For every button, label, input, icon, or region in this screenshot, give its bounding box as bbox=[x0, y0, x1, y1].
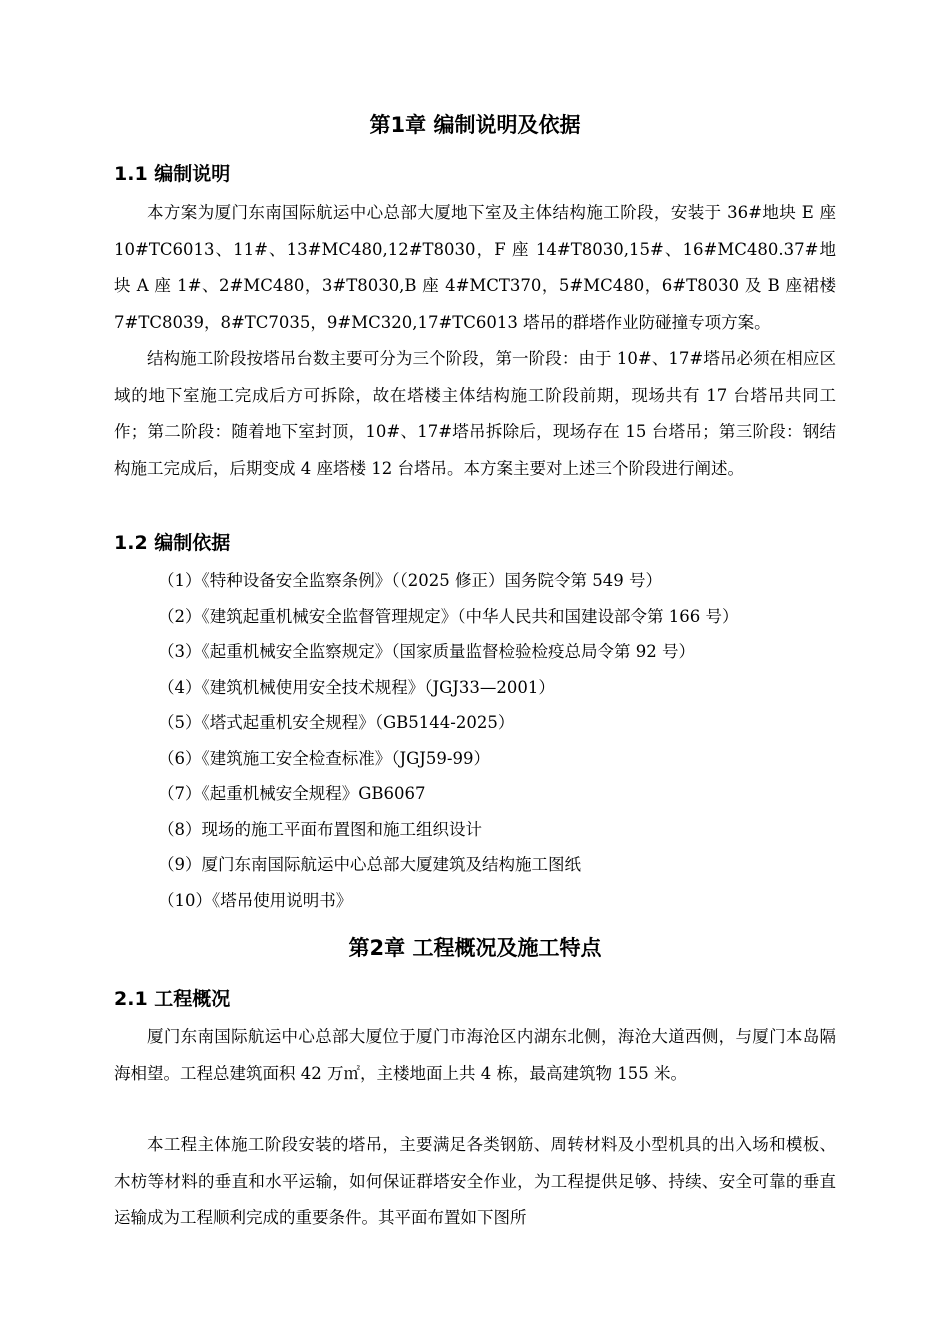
reference-item: （7）《起重机械安全规程》GB6067 bbox=[158, 784, 426, 803]
reference-item: （8）现场的施工平面布置图和施工组织设计 bbox=[158, 819, 482, 839]
reference-item: （4）《建筑机械使用安全技术规程》（JGJ33—2001） bbox=[158, 677, 555, 697]
reference-item: （5）《塔式起重机安全规程》（GB5144-2025） bbox=[158, 713, 515, 732]
section-1-1-heading: 1.1 编制说明 bbox=[114, 163, 231, 185]
section-1-1-paragraph-1: 本方案为厦门东南国际航运中心总部大厦地下室及主体结构施工阶段，安装于 36#地块 E 座 10#TC6013、11#、13#MC480,12#T8030，F 座 14#T8030,15#、16#MC480.37#地块 A 座 1#、2#MC480，3#T8030,B 座 4#MCT370，5#MC480，6#T8030 及 B 座裙楼 7#TC8039，8#TC7035，9#MC320,17#TC6013 塔吊的群塔作业防碰撞专项方案。 bbox=[114, 203, 836, 332]
chapter-1-title: 第1章 编制说明及依据 bbox=[369, 113, 581, 137]
reference-item: （1）《特种设备安全监察条例》（（2025 修正）国务院令第 549 号） bbox=[158, 571, 662, 590]
reference-item: （2）《建筑起重机械安全监督管理规定》（中华人民共和国建设部令第 166 号） bbox=[158, 606, 739, 626]
reference-item: （9）厦门东南国际航运中心总部大厦建筑及结构施工图纸 bbox=[158, 855, 581, 874]
section-2-1-heading: 2.1 工程概况 bbox=[114, 988, 231, 1010]
section-1-1-paragraph-2: 结构施工阶段按塔吊台数主要可分为三个阶段，第一阶段：由于 10#、17#塔吊必须在相应区域的地下室施工完成后方可拆除，故在塔楼主体结构施工阶段前期，现场共有 17 台塔吊共同工作；第二阶段：随着地下室封顶，10#、17#塔吊拆除后，现场存在 15 台塔吊；第三阶段：钢结构施工完成后，后期变成 4 座塔楼 12 台塔吊。本方案主要对上述三个阶段进行阐述。 bbox=[114, 349, 836, 478]
reference-list bbox=[158, 563, 738, 918]
reference-item: （6）《建筑施工安全检查标准》（JGJ59-99） bbox=[158, 748, 490, 768]
section-1-2-heading: 1.2 编制依据 bbox=[114, 532, 231, 554]
reference-item: （3）《起重机械安全监察规定》（国家质量监督检验检疫总局令第 92 号） bbox=[158, 642, 695, 661]
reference-item: （10）《塔吊使用说明书》 bbox=[158, 890, 353, 910]
section-2-1-paragraph-2: 本工程主体施工阶段安装的塔吊，主要满足各类钢筋、周转材料及小型机具的出入场和模板、木枋等材料的垂直和水平运输，如何保证群塔安全作业，为工程提供足够、持续、安全可靠的垂直运输成为工程顺利完成的重要条件。其平面布置如下图所 bbox=[114, 1135, 836, 1227]
chapter-2-title: 第2章 工程概况及施工特点 bbox=[348, 936, 602, 960]
section-2-1-paragraph-1: 厦门东南国际航运中心总部大厦位于厦门市海沧区内湖东北侧，海沧大道西侧，与厦门本岛隔海相望。工程总建筑面积 42 万㎡，主楼地面上共 4 栋，最高建筑物 155 米。 bbox=[114, 1027, 836, 1083]
